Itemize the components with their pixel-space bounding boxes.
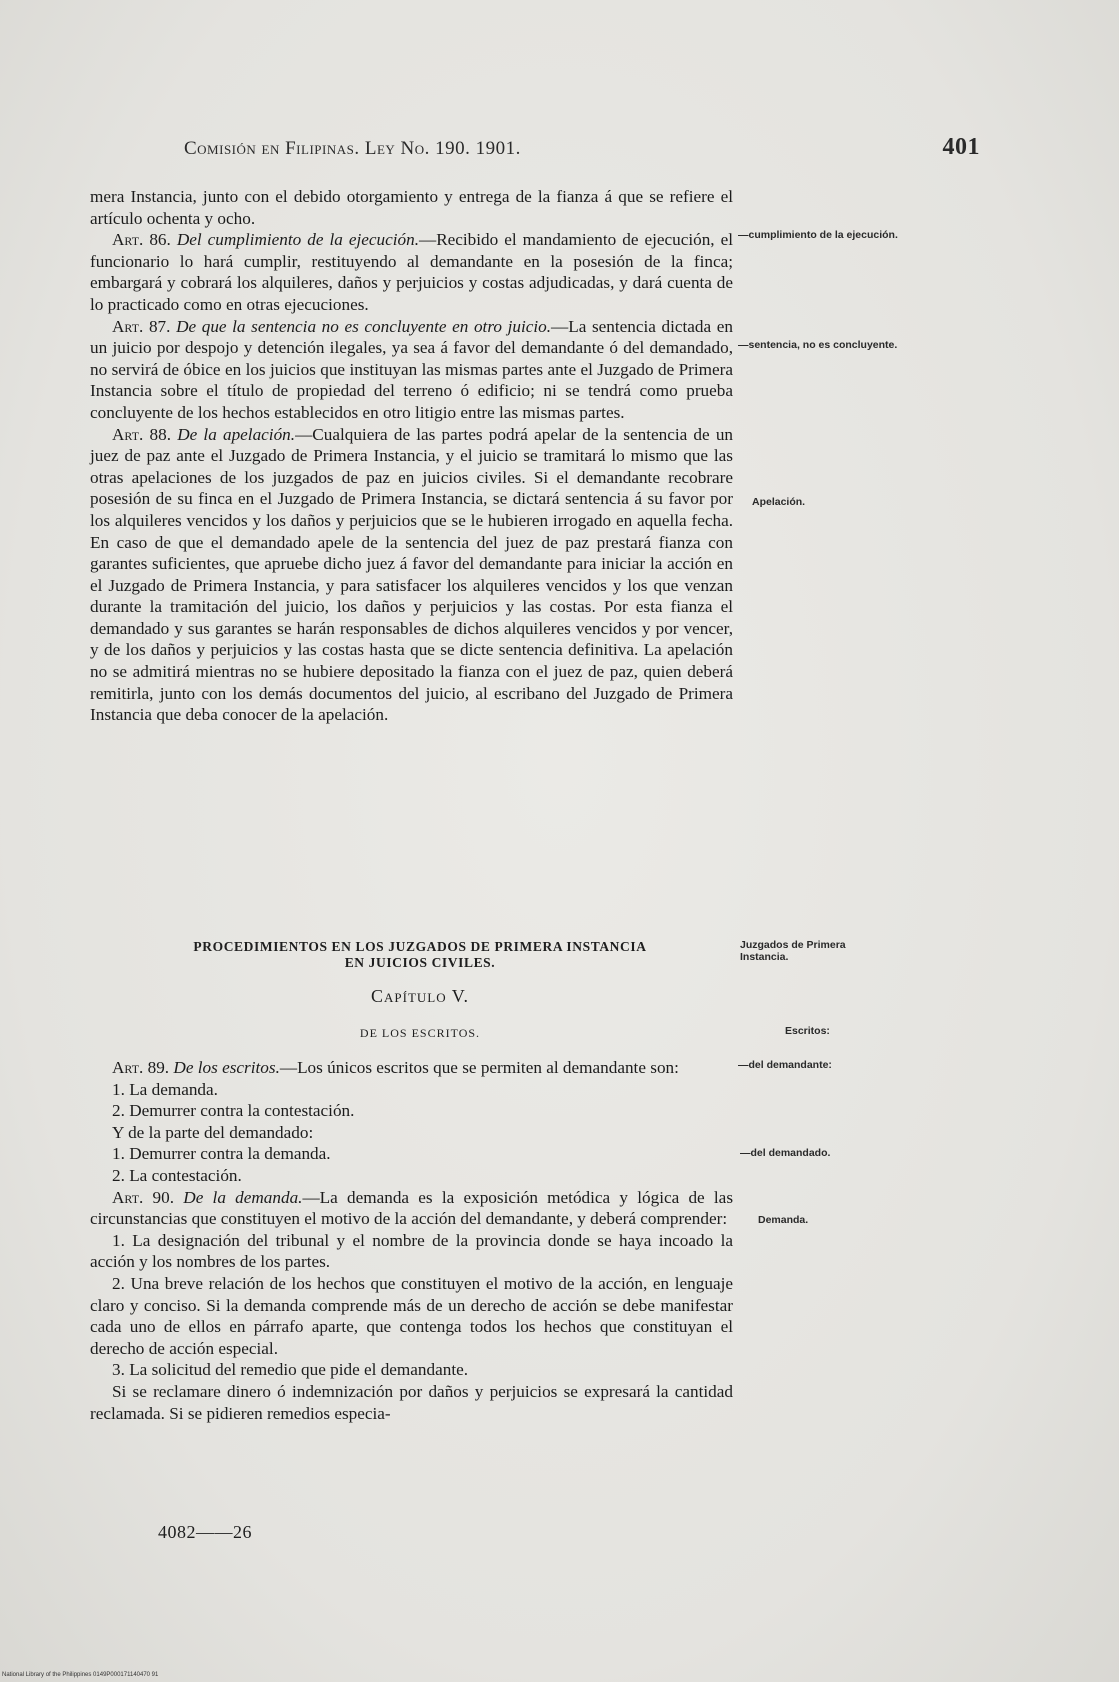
margin-note: —cumplimiento de la ejecución.: [738, 229, 898, 241]
article-text: —La demanda es la exposición metódica y lógica de las circunstancias que constituyen el motivo de la acción del demandante, y deberá comprender:: [90, 1187, 734, 1229]
article-text: —Cualquiera de las partes podrá apelar de la sentencia de un juez de paz ante el Juzgado de Primera Instancia, y el juicio se tramitará lo mismo que las otras apelaciones de los juzgados de paz en juicios civiles. Si el demandante recobrare posesión de su finca en el Juzgado de Primera Instancia, se dictará sentencia á su favor por los alquileres vencidos y los daños y perjuicios que se le hubieren irrogado en aquella fecha. En caso de que el demandado apele de la sentencia del juez de paz prestará fianza con garantes suficientes, que apruebe dicho juez á favor del demandante para iniciar la acción en el Juzgado de Primera Instancia, y para satisfacer los alquileres vencidos y los que venzan durante la tramitación del juicio, los daños y perjuicios y las costas. Por esta fianza el demandado y sus garantes se harán responsables de dichos alquileres vencidos y por vencer, y de los daños y perjuicios y las costas hasta que se dicte sentencia definitiva. La apelación no se admitirá mientras no se hubiere depositado la fianza con el juez de paz, quien deberá remitirla, junto con los demás documentos del juicio, al escribano del Juzgado de Primera Instancia que deba conocer de la apelación.: [90, 424, 734, 725]
article-title: Del cumplimiento de la ejecución.: [176, 230, 419, 250]
list-item: 1. Demurrer contra la demanda.: [112, 1144, 331, 1164]
article-title: De la apelación.: [177, 424, 296, 444]
paragraph: Si se reclamare dinero ó indemnización por daños y perjuicios se expresará la cantidad reclamada. Si se pidieren remedios especia-: [90, 1381, 733, 1423]
main-text-block: [90, 186, 733, 726]
margin-note: Escritos:: [785, 1025, 830, 1037]
signature-mark: 4082——26: [158, 1522, 252, 1542]
margin-note: —del demandante:: [738, 1059, 832, 1071]
chapter-subheading: DE LOS ESCRITOS.: [359, 1026, 481, 1040]
article-90: [90, 1187, 733, 1230]
list-item: 2. Demurrer contra la contestación.: [112, 1101, 355, 1121]
main-text-block-2: [90, 1057, 733, 1424]
margin-note: —del demandado.: [740, 1147, 831, 1159]
article-number: Art. 87.: [112, 316, 171, 336]
article-number: Art. 89.: [112, 1058, 170, 1077]
article-89: [90, 1057, 733, 1079]
article-number: Art. 90.: [112, 1187, 175, 1207]
running-header: [180, 134, 980, 164]
article-text: —Los únicos escritos que se permiten al demandante son:: [279, 1058, 679, 1077]
article-86: [90, 229, 733, 315]
article-text: —Recibido el mandamiento de ejecución, el funcionario lo hará cumplir, restituyendo al demandante en la posesión de la finca; embargará y cobrará los alquileres, daños y perjuicios y costas adjudicadas, y dará cuenta de lo practicado como en otras ejecuciones.: [90, 230, 734, 314]
page-number: 401: [942, 134, 980, 160]
article-87: [90, 316, 733, 424]
section-heading-line-1: PROCEDIMIENTOS EN LOS JUZGADOS DE PRIMERA INSTANCIA: [193, 939, 647, 954]
margin-note: Juzgados de Primera Instancia.: [740, 939, 846, 963]
paragraph: 1. La designación del tribunal y el nombre de la provincia donde se haya incoado la acción y los nombres de los partes.: [90, 1230, 733, 1272]
article-number: Art. 88.: [112, 424, 171, 444]
list-item: 2. La contestación.: [112, 1165, 242, 1185]
scan-reference: National Library of the Philippines 0149P000171140470 91: [2, 1672, 159, 1678]
running-title: Comisión en Filipinas. Ley No. 190. 1901.: [184, 138, 521, 159]
article-title: De la demanda.: [183, 1187, 303, 1207]
margin-note: —sentencia, no es concluyente.: [738, 339, 898, 351]
article-text: —La sentencia dictada en un juicio por despojo y detención ilegales, ya sea á favor del demandante ó del demandado, no servirá de óbice en los juicios que instituyan las mismas partes ante el Juzgado de Primera Instancia sobre el título de propiedad del terreno ó edificio; ni se tendrá como prueba concluyente de los hechos establecidos en otro litigio entre las mismas partes.: [90, 316, 733, 422]
section-heading: [120, 939, 720, 971]
paragraph: Y de la parte del demandado:: [112, 1122, 314, 1142]
article-88: [90, 424, 733, 726]
margin-note: Demanda.: [758, 1214, 809, 1226]
margin-note: Apelación.: [752, 496, 806, 508]
chapter-heading: Capítulo V.: [371, 986, 469, 1006]
paragraph: 2. Una breve relación de los hechos que constituyen el motivo de la acción, en lenguaje claro y conciso. Si la demanda comprende más de un derecho de acción se debe manifestar cada uno de ellos en párrafo aparte, que contenga todos los hechos que constituyan el derecho de acción especial.: [90, 1273, 733, 1358]
article-title: De los escritos.: [173, 1058, 280, 1077]
paragraph: 3. La solicitud del remedio que pide el demandante.: [112, 1360, 469, 1380]
list-item: 1. La demanda.: [112, 1079, 218, 1099]
article-title: De que la sentencia no es concluyente en otro juicio.: [176, 316, 552, 336]
paragraph: mera Instancia, junto con el debido otorgamiento y entrega de la fianza á que se refiere el artículo ochenta y ocho.: [90, 187, 733, 228]
article-number: Art. 86.: [112, 230, 171, 250]
section-heading-line-2: EN JUICIOS CIVILES.: [344, 955, 496, 970]
